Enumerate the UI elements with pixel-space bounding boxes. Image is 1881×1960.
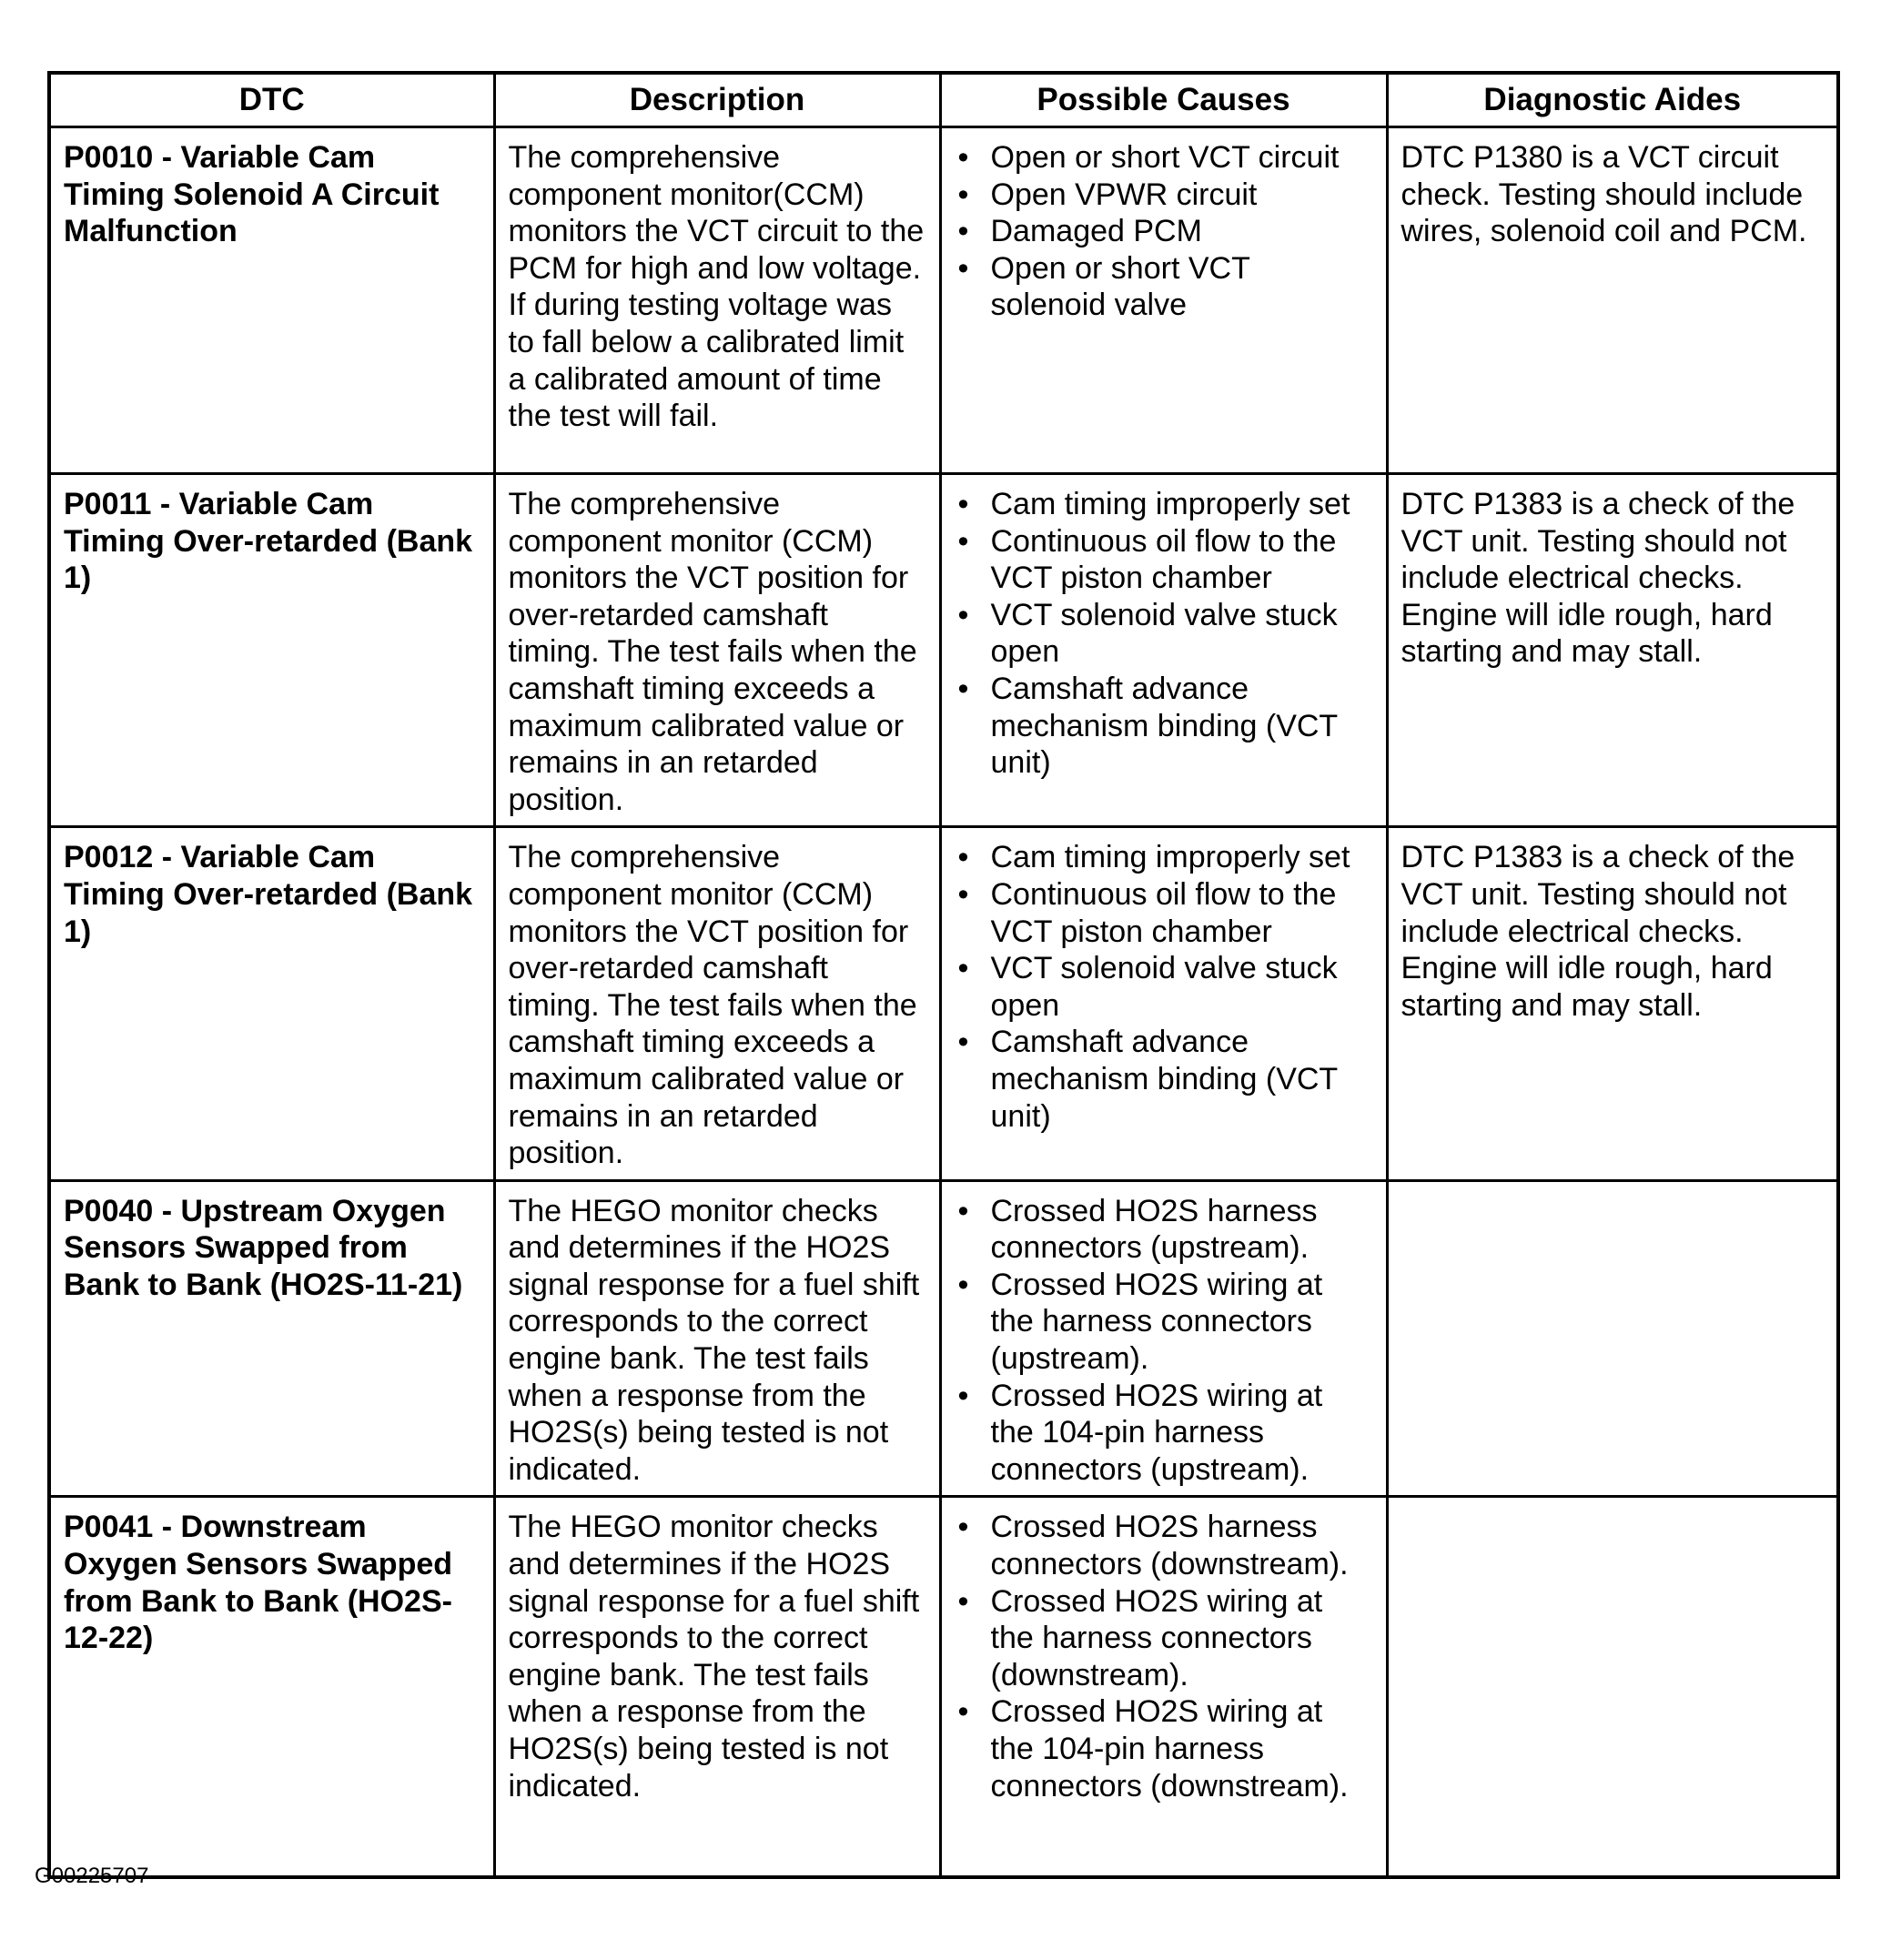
dtc-code-cell: P0010 - Variable Cam Timing Solenoid A Circuit Malfunction	[49, 127, 494, 474]
dtc-code-cell: P0011 - Variable Cam Timing Over-retarded (Bank 1)	[49, 474, 494, 827]
cause-item: • Continuous oil flow to the VCT piston chamber	[955, 523, 1373, 597]
aides-cell: DTC P1383 is a check of the VCT unit. Testing should not include electrical checks. Engine will idle rough, hard starting and may stall.	[1387, 827, 1838, 1180]
causes-list	[955, 1193, 1373, 1489]
cause-item: • Cam timing improperly set	[955, 839, 1373, 876]
cause-item: • Camshaft advance mechanism binding (VCT unit)	[955, 671, 1373, 782]
cause-item: • Crossed HO2S harness connectors (upstream).	[955, 1193, 1373, 1267]
aides-cell	[1387, 1180, 1838, 1497]
aides-cell	[1387, 1497, 1838, 1878]
figure-id-label: G00225707	[35, 1864, 149, 1888]
description-cell: The HEGO monitor checks and determines if the HO2S signal response for a fuel shift corresponds to the correct engine bank. The test fails when a response from the HO2S(s) being tested is not indicated.	[494, 1180, 940, 1497]
dtc-table	[47, 71, 1840, 1879]
cause-item: • VCT solenoid valve stuck open	[955, 950, 1373, 1024]
header-row	[49, 73, 1838, 127]
cause-item: • Damaged PCM	[955, 213, 1373, 250]
causes-cell	[940, 1497, 1387, 1878]
cause-item: • VCT solenoid valve stuck open	[955, 597, 1373, 671]
cause-item: • Crossed HO2S wiring at the 104-pin harness connectors (upstream).	[955, 1378, 1373, 1489]
dtc-table-sheet	[47, 71, 1836, 1879]
cause-item: • Cam timing improperly set	[955, 486, 1373, 523]
table-row	[49, 474, 1838, 827]
causes-cell	[940, 827, 1387, 1180]
dtc-code-cell: P0012 - Variable Cam Timing Over-retarded (Bank 1)	[49, 827, 494, 1180]
cause-item: • Open or short VCT circuit	[955, 139, 1373, 177]
table-row	[49, 1497, 1838, 1878]
header-dtc: DTC	[49, 73, 494, 127]
table-row	[49, 127, 1838, 474]
header-diagnostic-aides: Diagnostic Aides	[1387, 73, 1838, 127]
dtc-code-cell: P0040 - Upstream Oxygen Sensors Swapped from Bank to Bank (HO2S-11-21)	[49, 1180, 494, 1497]
cause-item: • Crossed HO2S wiring at the harness connectors (upstream).	[955, 1267, 1373, 1378]
causes-cell	[940, 127, 1387, 474]
table-row	[49, 827, 1838, 1180]
description-cell: The comprehensive component monitor (CCM) monitors the VCT position for over-retarded camshaft timing. The test fails when the camshaft timing exceeds a maximum calibrated value or remains in an retarded position.	[494, 827, 940, 1180]
cause-item: • Crossed HO2S wiring at the harness connectors (downstream).	[955, 1583, 1373, 1694]
cause-item: • Crossed HO2S wiring at the 104-pin harness connectors (downstream).	[955, 1693, 1373, 1804]
causes-list	[955, 486, 1373, 782]
cause-item: • Camshaft advance mechanism binding (VCT unit)	[955, 1024, 1373, 1135]
dtc-code-cell: P0041 - Downstream Oxygen Sensors Swapped from Bank to Bank (HO2S-12-22)	[49, 1497, 494, 1878]
causes-list	[955, 139, 1373, 324]
description-cell: The HEGO monitor checks and determines if the HO2S signal response for a fuel shift corresponds to the correct engine bank. The test fails when a response from the HO2S(s) being tested is not indicated.	[494, 1497, 940, 1878]
causes-cell	[940, 1180, 1387, 1497]
table-row	[49, 1180, 1838, 1497]
cause-item: • Continuous oil flow to the VCT piston chamber	[955, 876, 1373, 950]
description-cell: The comprehensive component monitor(CCM) monitors the VCT circuit to the PCM for high and low voltage. If during testing voltage was to fall below a calibrated limit a calibrated amount of time the test will fail.	[494, 127, 940, 474]
causes-cell	[940, 474, 1387, 827]
cause-item: • Open or short VCT solenoid valve	[955, 250, 1373, 324]
header-possible-causes: Possible Causes	[940, 73, 1387, 127]
aides-cell: DTC P1380 is a VCT circuit check. Testing should include wires, solenoid coil and PCM.	[1387, 127, 1838, 474]
causes-list	[955, 839, 1373, 1135]
cause-item: • Open VPWR circuit	[955, 177, 1373, 214]
cause-item: • Crossed HO2S harness connectors (downstream).	[955, 1509, 1373, 1582]
aides-cell: DTC P1383 is a check of the VCT unit. Testing should not include electrical checks. Engine will idle rough, hard starting and may stall.	[1387, 474, 1838, 827]
causes-list	[955, 1509, 1373, 1804]
header-description: Description	[494, 73, 940, 127]
description-cell: The comprehensive component monitor (CCM) monitors the VCT position for over-retarded camshaft timing. The test fails when the camshaft timing exceeds a maximum calibrated value or remains in an retarded position.	[494, 474, 940, 827]
